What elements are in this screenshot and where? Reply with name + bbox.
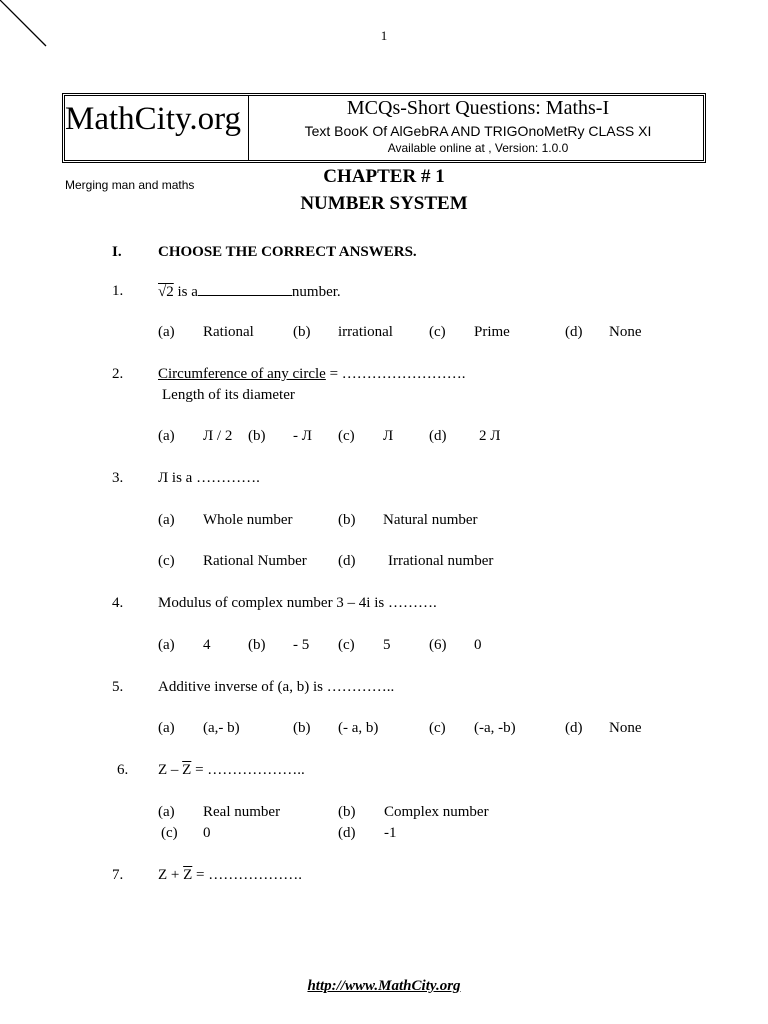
option-text: 4 <box>203 637 211 653</box>
question-text: $Z + \overline{Z}$ = ………………. <box>158 867 303 883</box>
option-label: (c) <box>338 637 355 653</box>
option-text: 0 <box>203 825 211 841</box>
option-label: (d) <box>338 553 356 569</box>
option-label: (b) <box>248 428 266 444</box>
question-text: Modulus of complex number 3 – 4i is ………. <box>158 595 437 611</box>
question-number: 3. <box>112 470 124 486</box>
option-label: (d) <box>565 720 583 736</box>
question-number: 7. <box>112 867 124 883</box>
option-text: (- a, b) <box>338 720 379 736</box>
header-availability: Available online at , Version: 1.0.0 <box>387 141 569 155</box>
option-label: (c) <box>429 720 446 736</box>
option-text: 5 <box>383 637 391 653</box>
question-text: √2 is a number. <box>158 284 341 300</box>
footer-link[interactable]: http://www.MathCity.org <box>307 978 461 994</box>
option-text: None <box>609 324 642 340</box>
section-title: CHOOSE THE CORRECT ANSWERS. <box>158 244 417 260</box>
question-text: Z – $\overline{Z}$ = ……………….. <box>158 762 305 778</box>
sqrt-expression: √2 <box>158 284 174 300</box>
option-label: (c) <box>158 553 175 569</box>
option-label: (c) <box>161 825 178 841</box>
option-text: Natural number <box>383 512 478 528</box>
option-text: (a,- b) <box>203 720 240 736</box>
chapter-name: NUMBER SYSTEM <box>300 193 468 214</box>
option-text: Real number <box>203 804 281 820</box>
question-text: Additive inverse of (a, b) is ………….. <box>158 679 395 695</box>
option-label: (a) <box>158 512 175 528</box>
question-number: 5. <box>112 679 124 695</box>
chapter-heading: CHAPTER # 1 <box>323 166 445 187</box>
option-label: (b) <box>248 637 266 653</box>
option-text: (-a, -b) <box>474 720 516 736</box>
option-label: (c) <box>429 324 446 340</box>
option-text: Irrational number <box>388 553 494 569</box>
tagline: Merging man and maths <box>65 178 195 192</box>
option-label: (a) <box>158 804 175 820</box>
option-text: Rational Number <box>203 553 307 569</box>
option-text: Complex number <box>384 804 489 820</box>
option-label: (c) <box>338 428 355 444</box>
conjugate-z: $\overline{Z}$ <box>182 762 192 778</box>
section-number: I. <box>112 244 122 260</box>
option-label: (6) <box>429 637 447 653</box>
question-number: 1. <box>112 283 124 299</box>
header-subtitle: Text BooK Of AlGebRA AND TRIGOnoMetRy CLASS XI <box>304 123 652 139</box>
option-label: (d) <box>338 825 356 841</box>
option-text: - Л <box>293 428 312 444</box>
question-number: 6. <box>117 762 129 778</box>
question-text: Circumference of any circle = ……………………. <box>158 366 466 382</box>
option-label: (b) <box>293 324 311 340</box>
option-text: Prime <box>474 324 510 340</box>
logo: MathCity.org <box>65 101 242 137</box>
conjugate-z: $\overline{Z}$ <box>183 867 193 883</box>
option-text: Whole number <box>203 512 293 528</box>
option-label: (d) <box>429 428 447 444</box>
answer-blank <box>198 283 292 296</box>
option-text: irrational <box>338 324 393 340</box>
question-number: 4. <box>112 595 124 611</box>
option-text: 0 <box>474 637 482 653</box>
option-text: Л <box>383 428 394 444</box>
option-text: None <box>609 720 642 736</box>
question-text-line2: Length of its diameter <box>162 387 295 403</box>
option-text: - 5 <box>293 637 310 653</box>
option-label: (b) <box>338 804 356 820</box>
option-label: (a) <box>158 720 175 736</box>
option-text: Rational <box>203 324 254 340</box>
option-label: (b) <box>338 512 356 528</box>
option-label: (a) <box>158 324 175 340</box>
option-label: (b) <box>293 720 311 736</box>
option-text: -1 <box>384 825 397 841</box>
option-text: 2 Л <box>479 428 501 444</box>
option-text: Л / 2 <box>203 428 233 444</box>
option-label: (a) <box>158 428 175 444</box>
question-number: 2. <box>112 366 124 382</box>
option-label: (a) <box>158 637 175 653</box>
page-number: 1 <box>380 28 388 43</box>
header-title: MCQs-Short Questions: Maths-I <box>346 97 610 119</box>
option-label: (d) <box>565 324 583 340</box>
question-text: Л is a …………. <box>158 470 260 486</box>
